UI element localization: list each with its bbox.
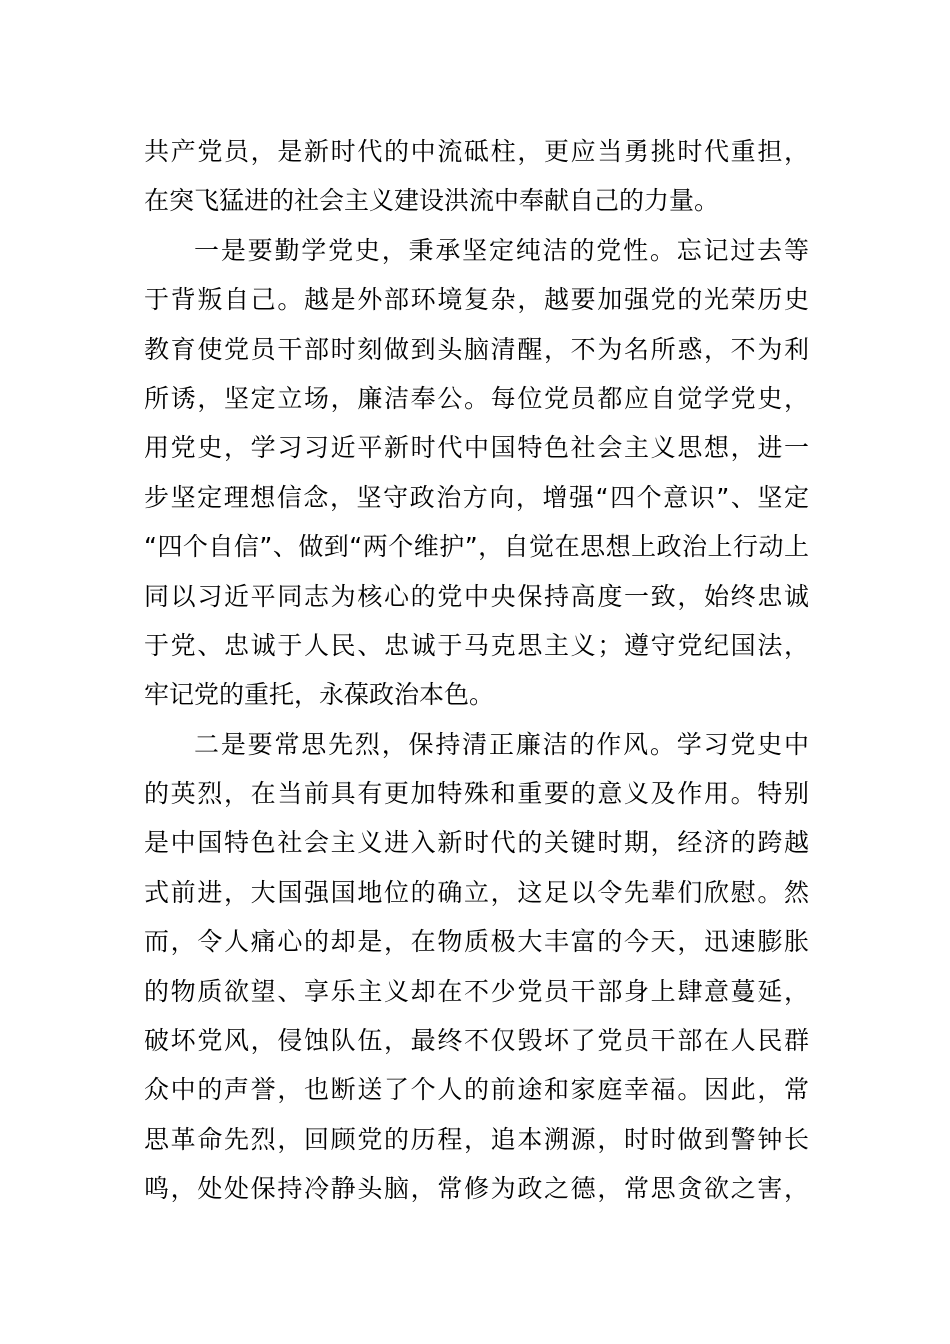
text-line: 共产党员，是新时代的中流砥柱，更应当勇挑时代重担， <box>144 137 809 166</box>
text-line: 的英烈，在当前具有更加特殊和重要的意义及作用。特别 <box>144 779 809 809</box>
text-line: 用党史，学习习近平新时代中国特色社会主义思想，进一 <box>144 433 809 463</box>
text-line: 二是要常思先烈，保持清正廉洁的作风。学习党史中 <box>194 729 809 759</box>
text-line: 一是要勤学党史，秉承坚定纯洁的党性。忘记过去等 <box>194 235 809 265</box>
text-line: 同以习近平同志为核心的党中央保持高度一致，始终忠诚 <box>144 581 809 611</box>
text-line: 的物质欲望、享乐主义却在不少党员干部身上肆意蔓延， <box>144 976 809 1006</box>
text-line: 思革命先烈，回顾党的历程，追本溯源，时时做到警钟长 <box>144 1124 809 1154</box>
text-line: 鸣，处处保持冷静头脑，常修为政之德，常思贪欲之害， <box>144 1174 809 1204</box>
body-text <box>144 127 809 1214</box>
text-line: 步坚定理想信念，坚守政治方向，增强“四个意识”、坚定 <box>144 482 809 512</box>
text-line: 破坏党风，侵蚀队伍，最终不仅毁坏了党员干部在人民群 <box>144 1026 809 1056</box>
text-line: 是中国特色社会主义进入新时代的关键时期，经济的跨越 <box>144 828 809 858</box>
text-line: “四个自信”、做到“两个维护”，自觉在思想上政治上行动上 <box>144 532 809 562</box>
text-line: 教育使党员干部时刻做到头脑清醒，不为名所惑，不为利 <box>144 334 809 364</box>
text-line: 在突飞猛进的社会主义建设洪流中奉献自己的力量。 <box>144 186 720 216</box>
text-line: 所诱，坚定立场，廉洁奉公。每位党员都应自觉学党史， <box>144 383 809 413</box>
text-line: 而，令人痛心的却是，在物质极大丰富的今天，迅速膨胀 <box>144 927 809 957</box>
text-line: 众中的声誉，也断送了个人的前途和家庭幸福。因此，常 <box>144 1075 809 1105</box>
text-line: 牢记党的重托，永葆政治本色。 <box>144 680 495 710</box>
text-line: 于背叛自己。越是外部环境复杂，越要加强党的光荣历史 <box>144 285 809 315</box>
text-line: 式前进，大国强国地位的确立，这足以令先辈们欣慰。然 <box>144 877 809 907</box>
text-line: 于党、忠诚于人民、忠诚于马克思主义；遵守党纪国法， <box>144 630 809 660</box>
